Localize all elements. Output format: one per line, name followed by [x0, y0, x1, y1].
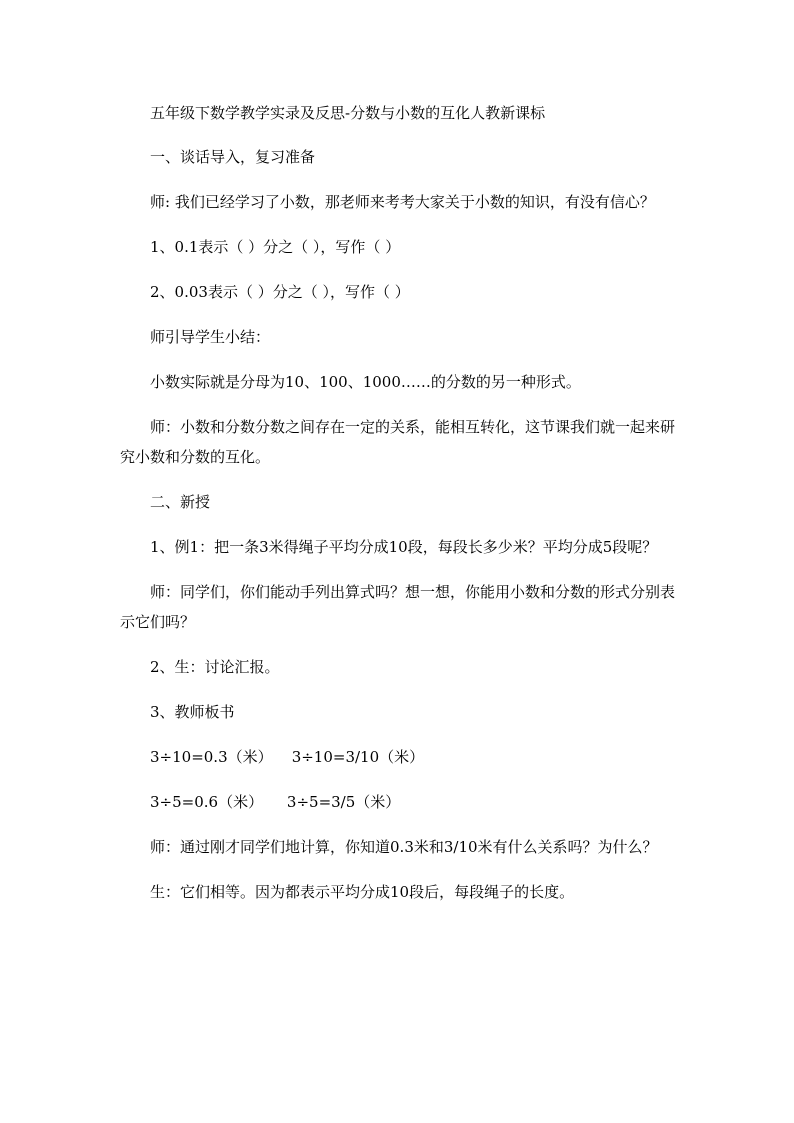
paragraph: 2、0.03表示（ ）分之（ ），写作（ ）: [150, 283, 410, 301]
paragraph: 师：通过刚才同学们地计算，你知道0.3米和3/10米有什么关系吗？为什么？: [150, 838, 658, 856]
paragraph: 1、例1：把一条3米得绳子平均分成10段，每段长多少米？平均分成5段呢？: [150, 538, 658, 556]
paragraph: 小数实际就是分母为10、100、1000……的分数的另一种形式。: [150, 373, 581, 391]
paragraph: 师：小数和分数分数之间存在一定的关系，能相互转化，这节课我们就一起来研究小数和分数的互化。: [120, 418, 676, 466]
document-title: 五年级下数学教学实录及反思-分数与小数的互化人教新课标: [150, 104, 546, 122]
paragraph: 师: 我们已经学习了小数，那老师来考考大家关于小数的知识，有没有信心？: [150, 193, 655, 211]
paragraph: 师：同学们，你们能动手列出算式吗？想一想，你能用小数和分数的形式分别表示它们吗？: [120, 583, 676, 631]
formula-line: 3÷5=0.6（米） 3÷5=3/5（米）: [150, 793, 401, 811]
paragraph: 1、0.1表示（ ）分之（ ），写作（ ）: [150, 238, 401, 256]
paragraph: 2、生：讨论汇报。: [150, 658, 280, 676]
formula-line: 3÷10=0.3（米） 3÷10=3/10（米）: [150, 748, 425, 766]
document-body: [120, 98, 680, 922]
paragraph: 3、教师板书: [150, 703, 235, 721]
paragraph: 师引导学生小结：: [150, 328, 271, 346]
paragraph: 生：它们相等。因为都表示平均分成10段后，每段绳子的长度。: [150, 883, 575, 901]
section-heading: 一、谈话导入，复习准备: [150, 148, 316, 166]
section-heading: 二、新授: [150, 493, 211, 511]
